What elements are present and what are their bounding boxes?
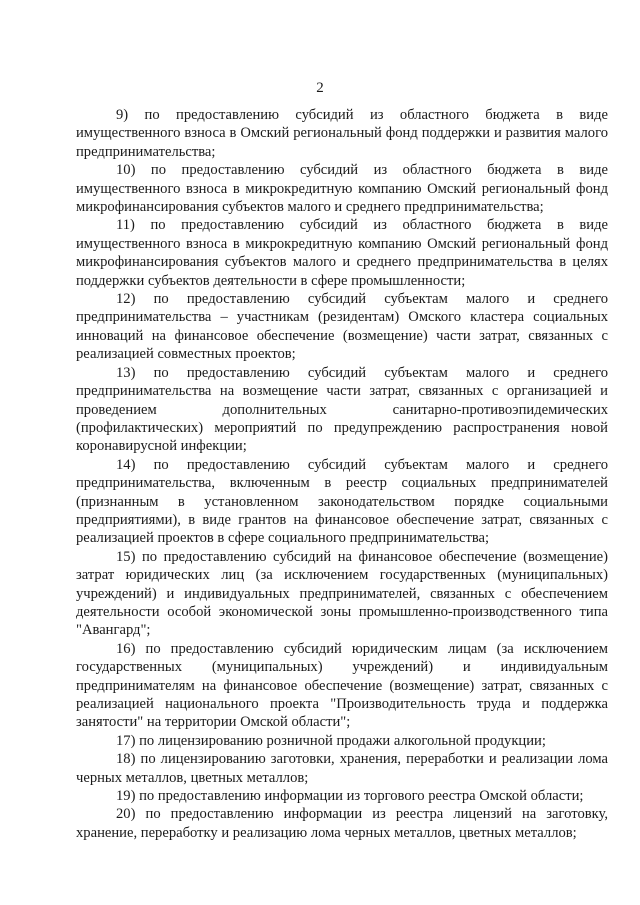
list-item: 18) по лицензированию заготовки, хранения, переработки и реализации лома черных металлов, цветных металлов;: [76, 751, 608, 786]
list-item: 16) по предоставлению субсидий юридическим лицам (за исключением государственных (муниципальных) учреждений) и индивидуальным предпринимателям на финансовое обеспечение (возмещение) затрат, связанных с реализацией национального проекта "Производительность труда и поддержка занятости" на территории Омской области";: [76, 640, 608, 731]
list-item: 19) по предоставлению информации из торгового реестра Омской области;: [116, 788, 584, 805]
list-item: 9) по предоставлению субсидий из областного бюджета в виде имущественного взноса в Омский региональный фонд поддержки и развития малого предпринимательства;: [76, 107, 608, 160]
page-number: 2: [316, 80, 324, 96]
list-item: 12) по предоставлению субсидий субъектам малого и среднего предпринимательства – участникам (резидентам) Омского кластера социальных инноваций на финансовое обеспечение (возмещение) части затрат, связанных с реализацией совместных проектов;: [76, 291, 608, 363]
list-item: 11) по предоставлению субсидий из областного бюджета в виде имущественного взноса в микрокредитную компанию Омский региональный фонд микрофинансирования субъектов малого и среднего предпринимательства в целях поддержки субъектов деятельности в сфере промышленности;: [76, 217, 608, 289]
list-item: 20) по предоставлению информации из реестра лицензий на заготовку, хранение, переработку и реализацию лома черных металлов, цветных металлов;: [76, 806, 608, 841]
list-item: 17) по лицензированию розничной продажи алкогольной продукции;: [116, 732, 546, 749]
document-body: [76, 106, 608, 842]
list-item: 15) по предоставлению субсидий на финансовое обеспечение (возмещение) затрат юридических лиц (за исключением государственных (муниципальных) учреждений) и индивидуальных предпринимателей, связанных с обеспечением деятельности особой экономической зоны промышленно-производственного типа "Авангард";: [76, 548, 608, 639]
list-item: 10) по предоставлению субсидий из областного бюджета в виде имущественного взноса в микрокредитную компанию Омский региональный фонд микрофинансирования субъектов малого и среднего предпринимательства;: [76, 162, 608, 216]
list-item: 13) по предоставлению субсидий субъектам малого и среднего предпринимательства на возмещение части затрат, связанных с организацией и проведением дополнительных санитарно-противоэпидемических (профилактических) мероприятий по предупреждению распространения новой коронавирусной инфекции;: [76, 364, 608, 455]
list-item: 14) по предоставлению субсидий субъектам малого и среднего предпринимательства, включенным в реестр социальных предпринимателей (признанным в установленном законодательством порядке социальными предприятиями), в виде грантов на финансовое обеспечение затрат, связанных с реализацией проектов в сфере социального предпринимательства;: [76, 456, 608, 547]
